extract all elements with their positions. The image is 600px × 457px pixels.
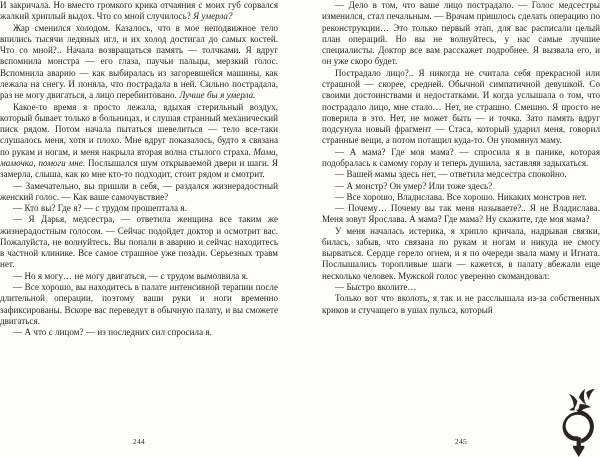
paragraph <box>322 181 600 192</box>
paragraph <box>322 282 600 293</box>
paragraph <box>0 102 278 181</box>
body-text: — Быстро вколите… <box>335 282 417 293</box>
paragraph <box>322 192 600 203</box>
body-text: — Все хорошо, вы находитесь в палате интенсивной терапии после длительной операции, поэтому ваши руки и ноги временно зафиксированы. Вскоре вас переведут в обычную палату, и вы сможете двигаться. <box>0 282 278 326</box>
paragraph <box>322 68 600 147</box>
paragraph <box>0 181 278 204</box>
body-text: — А мама? Где моя мама? — спросила я в панике, которая подобралась к самому горлу и теперь душила, заставляя задыхаться. <box>322 146 600 168</box>
body-text: — Почему… Почему вы так меня называете?.. Я не Владислава. Меня зовут Ярослава. А мама? Где мама? Ну скажите, где моя мама? <box>322 203 600 225</box>
body-text: — А монстр? Он умер? Или тоже здесь? <box>335 180 493 191</box>
body-text: — Кто вы? Где я? — с трудом прошептала я. <box>13 203 187 214</box>
right-page-textblock <box>322 0 600 316</box>
body-text: — Дело в том, что ваше лицо пострадало. — Голос медсестры изменился, стал печальным. — Врачам пришлось сделать операцию по реконструкции… Это только первый этап, для вас расписали целый план операций. Но вы не волнуйтесь, у нас самые лучшие специалисты. Доктор все вам расскажет подробнее. Я вызвала его, и он уже скоро будет. <box>322 0 600 67</box>
paragraph <box>322 293 600 316</box>
body-text: Какое-то время я просто лежала, вдыхая стерильный воздух, который бывает только в больницах, и слушая странный механический писк рядом. Потом начала пытаться шевелиться — тело все-таки слушалось меня, хотя и плохо. Мне вдруг показалось, будто я связана по рукам и ногам, и меня накрыла вторая волна стылого страха. <box>0 101 278 157</box>
body-text: Послышался шум открываемой двери и шаги. Я замерла, слыша, как ко мне кто-то подходит, стоит рядом и смотрит. <box>0 157 278 180</box>
paragraph <box>0 282 278 327</box>
paragraph <box>0 271 278 282</box>
body-text: — Я Дарья, медсестра, — ответила женщина все таким же жизнерадостным голосом. — Сейчас подойдет доктор и осмотрит вас. Пожалуйста, не волнуйтесь. Вы попали в аварию и сейчас находитесь в частной клинике. Все самое страшное уже позади. Серьезных травм нет. <box>0 214 278 270</box>
body-text: — Вашей мамы здесь нет, — ответила медсестра спокойно. <box>335 169 567 180</box>
body-text: Пострадало лицо?.. Я никогда не считала себя прекрасной или страшной — скорее, средней. Обычной симпатичной девушкой. Со своими достоинствами и недостатками. И когда услышала о том, что пострадало лицо, мне стало… Нет, не страшно. Смешно. Я просто не поверила в это. Нет, не может быть — и точка. Зато память вдруг подсунула новый фрагмент — Стаса, который ударил меня, говорил странные вещи, а потом потащил куда-то. Он упомянул маму. <box>322 67 600 146</box>
paragraph <box>0 214 278 270</box>
body-text: — Замечательно, вы пришли в себя, — раздался жизнерадостный женский голос. — Как ваше самочувствие? <box>0 180 278 202</box>
body-text: Только вот что вколоть, я так и не расслышала из-за собственных криков и стучащего в ушах пульса, который <box>322 293 600 315</box>
paragraph <box>322 147 600 170</box>
emphasis-text: Я умерла? <box>193 11 233 22</box>
right-page <box>322 0 600 457</box>
emphasis-text: Мама, мамочка, помоги мне. <box>0 146 278 168</box>
paragraph <box>0 203 278 214</box>
body-text: — Но я могу… не могу двигаться, — с трудом вымолвила я. <box>13 270 249 281</box>
paragraph <box>322 203 600 226</box>
paragraph <box>322 0 600 68</box>
body-text: И закричала. Но вместо громкого крика отчаяния с моих губ сорвался жалкий хриплый выдох. Что со мной случилось? <box>0 0 278 22</box>
paragraph <box>322 169 600 180</box>
body-text: Жар сменился холодом. Казалось, что в мое неподвижное тело впились тысячи ледяных игл, и их холод достигал до самых костей. Что со мной?.. Начала возвращаться память — толчками. Я вдруг вспомнила монстра — его глаза, паучьи пальцы, мерзкий голос. Вспомнила аварию — как выбиралась из загоревшейся машины, как лежала на снегу. И поняла, что пострадала в ней. Сильно пострадала, раз не могу двигаться, а лицо перебинтовано. <box>0 22 278 101</box>
page-number-left: 244 <box>132 437 146 446</box>
emphasis-text: Лучше бы я умерла. <box>179 90 256 101</box>
body-text: У меня началась истерика, я хрипло кричала, надрывая связки, билась, забыв, что связана по рукам и ногам и никуда не смогу вырваться. Сердце горело огнем, и я по очереди звала маму и Игната. Послышались торопливые шаги — кажется, в палату вбежали еще несколько человек. Мужской голос уверенно скомандовал: <box>322 225 600 281</box>
body-text: — А что с лицом? — из последних сил спросила я. <box>13 327 212 338</box>
left-page-textblock <box>0 0 278 338</box>
paragraph <box>0 23 278 102</box>
paragraph <box>0 327 278 338</box>
page-number-right: 245 <box>454 437 468 446</box>
paragraph <box>322 226 600 282</box>
left-page <box>0 0 278 457</box>
body-text: — Все хорошо, Владислава. Все хорошо. Никаких монстров нет. <box>335 191 587 202</box>
paragraph <box>0 0 278 23</box>
